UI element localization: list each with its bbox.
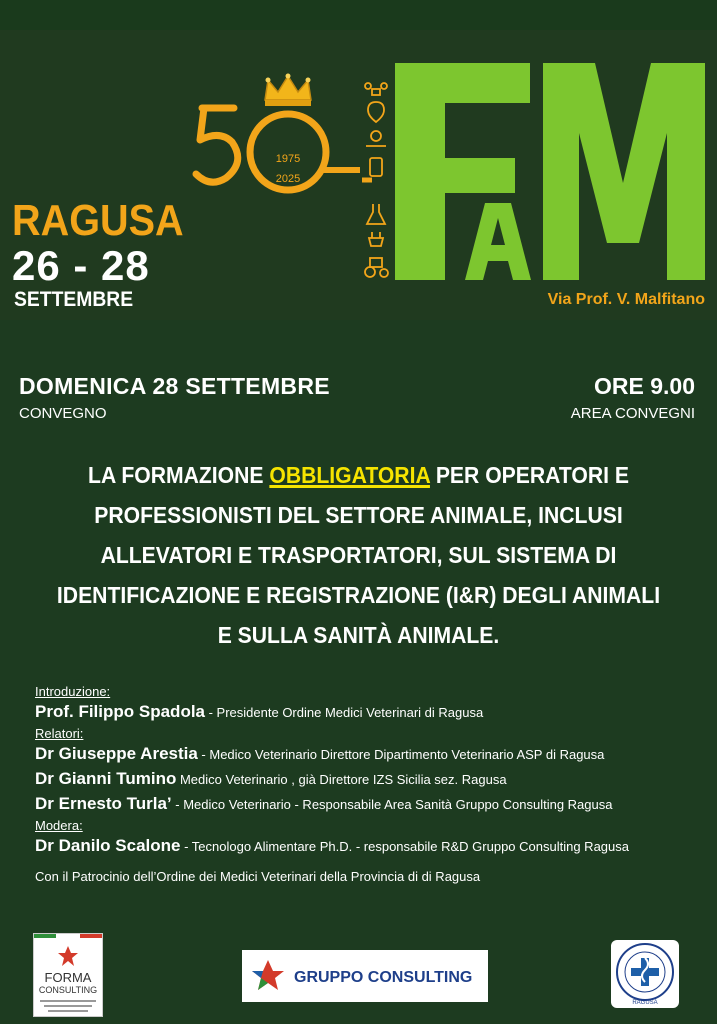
title-line-5: E SULLA SANITÀ ANIMALE. — [217, 622, 500, 648]
moderator-row — [35, 834, 705, 859]
event-address: Via Prof. V. Malfitano — [547, 291, 705, 308]
speaker-name: Prof. Filippo Spadola — [35, 702, 205, 721]
title-line1-rest: PER OPERATORI E — [429, 462, 629, 488]
ordine-veterinari-logo — [611, 940, 679, 1008]
sun-field-icon — [366, 131, 386, 146]
speaker-row — [35, 792, 705, 817]
speaker-name: Dr Ernesto Turla’ — [35, 794, 172, 813]
event-day: DOMENICA 28 SETTEMBRE — [19, 373, 330, 399]
crown-icon — [265, 74, 311, 107]
event-type: CONVEGNO — [19, 405, 107, 422]
title-line-1 — [45, 455, 672, 495]
year-start: 1975 — [275, 153, 301, 165]
map-pin-icon — [368, 102, 384, 122]
speaker-role: - Tecnologo Alimentare Ph.D. - responsabile R&D Gruppo Consulting Ragusa — [180, 839, 629, 854]
event-area: AREA CONVEGNI — [570, 405, 695, 422]
title-line-3: ALLEVATORI E TRASPORTATORI, SUL SISTEMA DI — [100, 542, 617, 568]
top-strip — [0, 0, 717, 30]
speaker-name: Dr Giuseppe Arestia — [35, 744, 198, 763]
speaker-row — [35, 742, 705, 767]
gruppo-consulting-text: GRUPPO CONSULTING — [294, 969, 473, 986]
fam-logo — [395, 63, 705, 280]
city-name: RAGUSA — [12, 196, 184, 245]
title-highlight: OBBLIGATORIA — [269, 462, 430, 488]
forma-bottom-text: CONSULTING — [38, 985, 98, 995]
event-dates: 26 - 28 — [12, 242, 150, 289]
forma-top-text: FORMA — [44, 970, 92, 985]
title-line-4: IDENTIFICAZIONE E REGISTRAZIONE (I&R) DEGLI ANIMALI — [56, 582, 661, 608]
tractor-icon — [365, 258, 388, 277]
sector-icons-column — [360, 80, 392, 280]
title-prefix: LA FORMAZIONE — [88, 462, 270, 488]
star-icon — [252, 960, 284, 990]
speaker-role: Medico Veterinario , già Direttore IZS Sicilia sez. Ragusa — [176, 772, 507, 787]
speaker-row — [35, 767, 705, 792]
speakers-label: Relatori: — [35, 726, 84, 741]
drone-icon — [365, 83, 387, 95]
speaker-role: - Presidente Ordine Medici Veterinari di Ragusa — [205, 705, 484, 720]
event-month: SETTEMBRE — [14, 288, 134, 311]
patronage-text: Con il Patrocinio dell’Ordine dei Medici Veterinari della Provincia di di Ragusa — [35, 869, 481, 884]
moderator-label: Modera: — [35, 818, 83, 833]
plug-icon — [369, 232, 383, 246]
event-time: ORE 9.00 — [594, 373, 695, 399]
star-icon — [58, 946, 78, 966]
program — [35, 683, 705, 884]
speaker-role: - Medico Veterinario - Responsabile Area Sanità Gruppo Consulting Ragusa — [171, 797, 613, 812]
ordine-bottom-text: RAGUSA — [632, 1000, 658, 1006]
speaker-role: - Medico Veterinario Direttore Dipartimento Veterinario ASP di Ragusa — [197, 747, 605, 762]
phone-icon — [370, 158, 382, 176]
title-line-2: PROFESSIONISTI DEL SETTORE ANIMALE, INCLUSI — [94, 502, 623, 528]
speaker-name: Dr Gianni Tumino — [35, 769, 177, 788]
event-title — [45, 455, 672, 655]
gruppo-consulting-logo — [242, 950, 488, 1002]
fifty-years-logo — [190, 70, 360, 200]
year-end: 2025 — [275, 173, 301, 185]
flask-icon — [367, 204, 385, 224]
intro-speaker — [35, 700, 705, 725]
forma-consulting-logo — [33, 933, 103, 1017]
speaker-name: Dr Danilo Scalone — [35, 836, 181, 855]
intro-label: Introduzione: — [35, 684, 111, 699]
